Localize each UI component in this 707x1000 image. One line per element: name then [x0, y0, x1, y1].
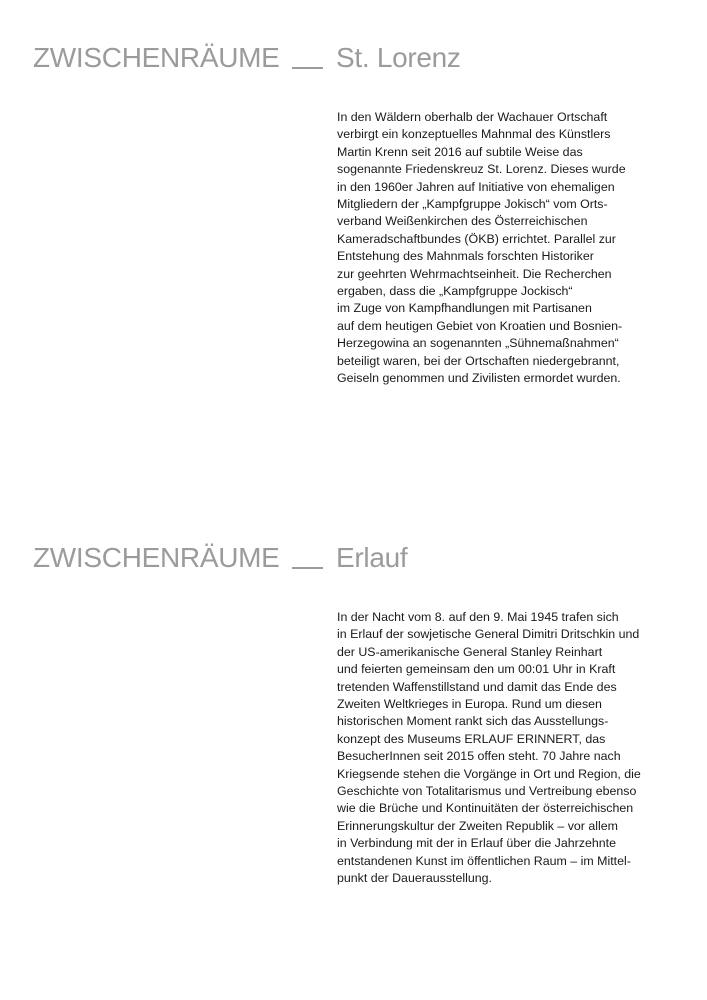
text-line: In den Wäldern oberhalb der Wachauer Ortschaft [337, 110, 608, 124]
text-line: Zweiten Weltkrieges in Europa. Rund um diesen [337, 697, 602, 712]
text-line: in Erlauf der sowjetische General Dimitri Dritschkin und [337, 627, 640, 642]
text-line: entstandenen Kunst im öffentlichen Raum – im Mittel- [337, 853, 631, 868]
text-line: In der Nacht vom 8. auf den 9. Mai 1945 trafen sich [337, 610, 619, 624]
section-heading [33, 540, 693, 580]
body-paragraph [337, 109, 677, 388]
body-paragraph [337, 609, 677, 888]
text-line: BesucherInnen seit 2015 offen steht. 70 Jahre nach [337, 749, 621, 764]
text-line: zur geehrten Wehrmachtseinheit. Die Recherchen [337, 266, 612, 281]
text-line: Geschichte von Totalitarismus und Vertreibung ebenso [337, 784, 637, 799]
text-line: konzept des Museums ERLAUF ERINNERT, das [337, 731, 606, 746]
text-line: auf dem heutigen Gebiet von Kroatien und Bosnien- [337, 318, 623, 333]
place-title: St. Lorenz [336, 42, 461, 73]
place-title: Erlauf [336, 542, 408, 573]
text-line: in den 1960er Jahren auf Initiative von ehemaligen [337, 179, 615, 194]
text-line: Kriegsende stehen die Vorgänge in Ort und Region, die [337, 766, 641, 781]
title-separator [292, 67, 323, 69]
series-title: ZWISCHENRÄUME [33, 42, 280, 73]
text-line: tretenden Waffenstillstand und damit das Ende des [337, 679, 617, 694]
text-line: Entstehung des Mahnmals forschten Historiker [337, 249, 594, 264]
text-line: sogenannte Friedenskreuz St. Lorenz. Dieses wurde [337, 162, 626, 177]
text-line: historischen Moment rankt sich das Ausstellungs- [337, 714, 609, 729]
text-line: ergaben, dass die „Kampfgruppe Jockisch“ [337, 284, 573, 299]
text-line: verband Weißenkirchen des Österreichischen [337, 214, 588, 229]
text-line: Martin Krenn seit 2016 auf subtile Weise das [337, 144, 583, 159]
text-line: der US-amerikanische General Stanley Reinhart [337, 644, 603, 659]
text-line: im Zuge von Kampfhandlungen mit Partisanen [337, 301, 592, 316]
text-line: Kameradschaftbundes (ÖKB) errichtet. Parallel zur [337, 231, 616, 246]
text-line: Mitgliedern der „Kampfgruppe Jokisch“ vom Orts- [337, 197, 608, 212]
text-line: wie die Brüche und Kontinuitäten der österreichischen [337, 801, 634, 816]
text-line: verbirgt ein konzeptuelles Mahnmal des Künstlers [337, 127, 611, 142]
text-line: beteiligt waren, bei der Ortschaften niedergebrannt, [337, 353, 620, 368]
section-heading [33, 40, 693, 80]
text-line: Herzegowina an sogenannten „Sühnemaßnahmen“ [337, 336, 619, 351]
text-line: und feierten gemeinsam den um 00:01 Uhr in Kraft [337, 662, 616, 677]
series-title: ZWISCHENRÄUME [33, 542, 280, 573]
text-line: punkt der Dauerausstellung. [337, 871, 492, 886]
text-line: Geiseln genommen und Zivilisten ermordet wurden. [337, 371, 621, 386]
title-separator [292, 567, 323, 569]
text-line: in Verbindung mit der in Erlauf über die Jahrzehnte [337, 836, 616, 851]
text-line: Erinnerungskultur der Zweiten Republik – vor allem [337, 818, 618, 833]
